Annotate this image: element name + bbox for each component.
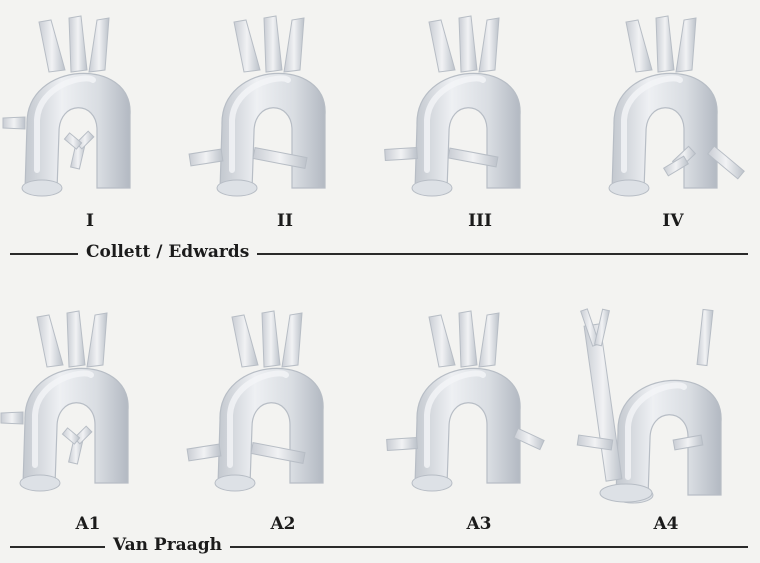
type-label-A3: A3 <box>466 514 492 534</box>
section-title-collett-edwards: Collett / Edwards <box>78 242 257 262</box>
type-label-IV: IV <box>662 211 684 231</box>
vessel-drawing-III <box>385 16 520 196</box>
vessel-drawing-A3 <box>387 311 544 491</box>
vessel-drawing-A4 <box>577 309 721 503</box>
vessel-drawing-II <box>189 16 325 196</box>
type-label-III: III <box>468 211 492 231</box>
vessel-drawing-A2 <box>187 311 323 491</box>
type-label-A2: A2 <box>270 514 296 534</box>
vessel-drawing-I <box>3 16 130 196</box>
vessel-drawing-IV <box>609 16 744 196</box>
type-label-A1: A1 <box>75 514 101 534</box>
section-title-van-praagh: Van Praagh <box>105 535 230 555</box>
type-label-II: II <box>277 211 293 231</box>
type-label-A4: A4 <box>653 514 679 534</box>
type-label-I: I <box>86 211 94 231</box>
vessel-drawing-A1 <box>1 311 128 491</box>
